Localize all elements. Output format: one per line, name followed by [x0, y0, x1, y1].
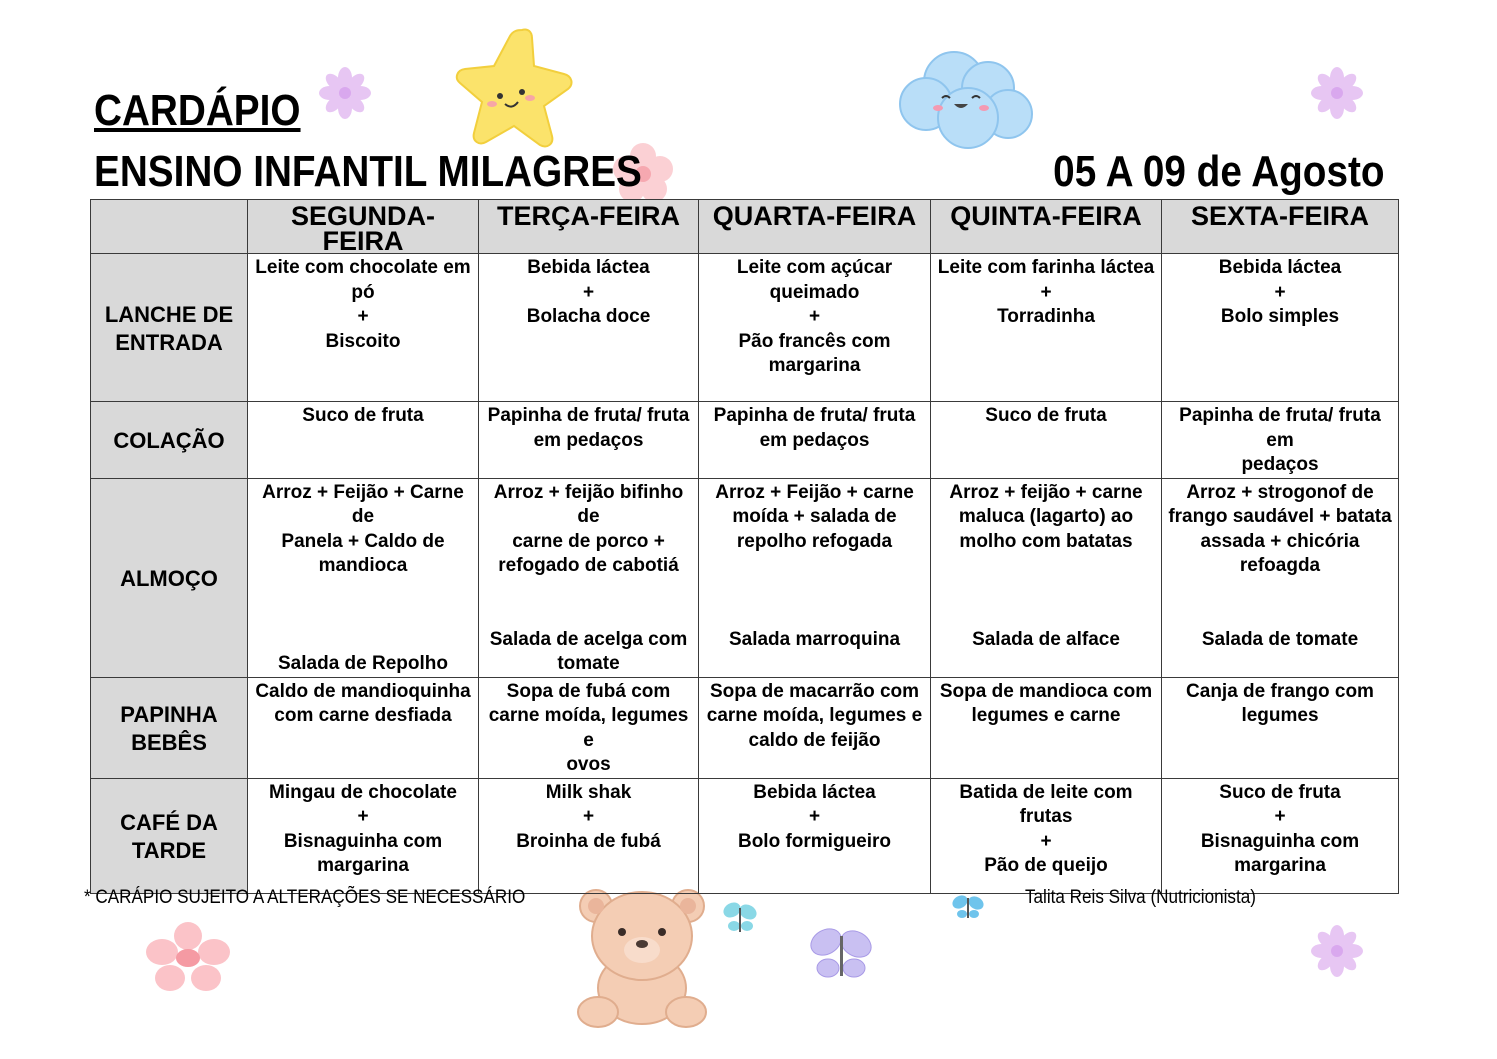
menu-item-line: Sopa de macarrão com — [709, 680, 920, 702]
menu-cell — [248, 677, 479, 778]
menu-cell — [248, 478, 479, 677]
menu-item-line: em pedaços — [533, 429, 644, 451]
butterfly-icon — [806, 922, 876, 988]
menu-item-line: Leite com açúcar — [736, 257, 893, 278]
flower-icon — [1310, 924, 1364, 978]
menu-item-line: Papinha de fruta/ fruta — [713, 405, 916, 426]
butterfly-icon — [950, 892, 986, 922]
meal-name: LANCHE DE ENTRADA — [91, 254, 248, 402]
salad-line: tomate — [557, 653, 620, 674]
menu-item-line: Bolo formigueiro — [737, 830, 892, 852]
menu-cell — [699, 478, 931, 677]
menu-item-line: ovos — [566, 754, 611, 775]
salad-line: Salada de tomate — [1201, 628, 1359, 650]
menu-item-line: Bebida láctea — [527, 257, 650, 278]
day-header: TERÇA-FEIRA — [479, 200, 699, 254]
menu-item-line: Biscoito — [325, 330, 401, 352]
menu-item-line: Caldo de mandioquinha — [255, 680, 471, 702]
butterfly-icon — [720, 898, 760, 938]
menu-item-line: Sopa de mandioca com — [939, 680, 1153, 702]
menu-item-line: Leite com chocolate em — [255, 257, 471, 278]
nutritionist-signature: Talita Reis Silva (Nutricionista) — [1025, 887, 1256, 908]
menu-cell — [931, 402, 1162, 479]
menu-cell — [699, 402, 931, 479]
menu-item-line: mandioca — [318, 555, 408, 576]
menu-cell — [1162, 778, 1399, 893]
table-row — [91, 677, 1399, 778]
menu-cell — [1162, 402, 1399, 479]
menu-item-line: margarina — [317, 855, 409, 876]
page-title: CARDÁPIO — [94, 86, 301, 135]
menu-item-line: moída + salada de — [732, 506, 897, 527]
menu-item-line: Canja de frango com — [1186, 680, 1374, 702]
menu-cell — [248, 778, 479, 893]
menu-item-line: margarina — [768, 355, 861, 376]
flower-icon — [144, 922, 232, 992]
menu-cell — [479, 677, 699, 778]
menu-item-line: + — [1274, 806, 1286, 827]
salad-line: Salada marroquina — [728, 628, 901, 650]
menu-item-line: Batida de leite com — [959, 781, 1133, 803]
menu-cell — [931, 254, 1162, 402]
menu-item-line: Bisnaguinha com — [1200, 830, 1360, 852]
menu-table — [90, 199, 1399, 894]
menu-item-line: + — [1040, 281, 1052, 303]
menu-cell — [1162, 254, 1399, 402]
menu-item-line: molho com batatas — [959, 530, 1133, 552]
school-name: ENSINO INFANTIL MILAGRES — [94, 147, 642, 196]
menu-item-line: Arroz + strogonof de — [1186, 481, 1374, 503]
menu-item-line: Suco de fruta — [985, 405, 1107, 426]
menu-item-line: Bebida láctea — [753, 781, 876, 803]
menu-item-line: + — [582, 806, 595, 827]
menu-cell — [699, 677, 931, 778]
menu-cell — [248, 254, 479, 402]
salad-line: Salada de alface — [972, 628, 1120, 650]
menu-item-line: Pão francês com — [738, 330, 891, 352]
salad-line: Salada de Repolho — [278, 653, 448, 674]
cloud-icon — [896, 46, 1036, 152]
teddy-bear-icon — [574, 884, 710, 1030]
menu-cell — [931, 478, 1162, 677]
menu-item-line: Arroz + feijão + carne — [949, 481, 1143, 503]
menu-item-line: Bolacha doce — [526, 306, 651, 327]
menu-item-line: pó — [351, 281, 375, 303]
menu-item-line: carne de porco + — [512, 530, 665, 552]
menu-item-line: queimado — [769, 281, 860, 303]
menu-cell — [479, 254, 699, 402]
menu-cell — [479, 478, 699, 677]
meal-name: COLAÇÃO — [91, 402, 248, 479]
menu-item-line: Papinha de fruta/ fruta em — [1179, 405, 1381, 451]
menu-item-line: + — [1040, 830, 1052, 852]
day-header: QUARTA-FEIRA — [699, 200, 931, 254]
menu-item-line: Pão de queijo — [984, 855, 1108, 876]
menu-item-line: Bolo simples — [1220, 306, 1340, 327]
meal-name: CAFÉ DA TARDE — [91, 778, 248, 893]
table-row — [91, 254, 1399, 402]
menu-cell — [479, 778, 699, 893]
menu-item-line: carne moída, legumes e — [706, 705, 923, 726]
menu-item-line: Bebida láctea — [1218, 257, 1342, 278]
menu-item-line: Mingau de chocolate — [269, 781, 457, 803]
menu-cell — [931, 677, 1162, 778]
menu-item-line: + — [808, 306, 821, 327]
menu-item-line: carne moída, legumes e — [488, 705, 689, 751]
menu-item-line: frango saudável + batata — [1168, 506, 1392, 527]
menu-item-line: Bisnaguinha com — [283, 830, 443, 852]
menu-item-line: assada + chicória — [1200, 530, 1360, 552]
menu-item-line: Milk shak — [545, 781, 632, 803]
menu-item-line: maluca (lagarto) ao — [958, 506, 1134, 527]
menu-item-line: com carne desfiada — [274, 705, 452, 726]
menu-cell — [699, 778, 931, 893]
menu-item-line: + — [357, 306, 369, 327]
menu-item-line: refogado de cabotiá — [498, 555, 679, 576]
table-row — [91, 478, 1399, 677]
menu-item-line: caldo de feijão — [748, 729, 881, 751]
star-icon — [452, 26, 578, 150]
flower-icon — [1310, 66, 1364, 120]
menu-item-line: pedaços — [1241, 454, 1319, 475]
menu-item-line: Arroz + Feijão + carne — [715, 481, 914, 503]
menu-cell — [248, 402, 479, 479]
meal-name: ALMOÇO — [91, 478, 248, 677]
menu-cell — [699, 254, 931, 402]
day-header: QUINTA-FEIRA — [931, 200, 1162, 254]
menu-item-line: repolho refogada — [736, 530, 893, 552]
menu-item-line: Suco de fruta — [1219, 781, 1341, 803]
menu-item-line: em pedaços — [759, 429, 870, 451]
table-row — [91, 402, 1399, 479]
day-header: SEXTA-FEIRA — [1162, 200, 1399, 254]
menu-item-line: Leite com farinha láctea — [937, 257, 1155, 278]
menu-item-line: Suco de fruta — [302, 405, 424, 426]
menu-item-line: legumes e carne — [971, 705, 1121, 726]
table-header-row — [91, 200, 1399, 254]
date-range: 05 A 09 de Agosto — [1053, 147, 1385, 196]
menu-item-line: + — [808, 806, 821, 827]
salad-line: Salada de acelga com — [489, 628, 688, 650]
menu-item-line: + — [1274, 281, 1286, 303]
menu-item-line: Broinha de fubá — [516, 830, 661, 852]
menu-cell — [1162, 677, 1399, 778]
table-row — [91, 778, 1399, 893]
menu-cell — [479, 402, 699, 479]
day-header: SEGUNDA-FEIRA — [248, 200, 479, 254]
menu-item-line: Torradinha — [997, 306, 1095, 327]
menu-item-line: legumes — [1241, 705, 1319, 726]
menu-item-line: refoagda — [1239, 555, 1321, 576]
menu-item-line: Papinha de fruta/ fruta — [487, 405, 690, 426]
menu-item-line: Panela + Caldo de — [281, 530, 445, 552]
menu-item-line: frutas — [1019, 806, 1073, 827]
menu-item-line: + — [582, 281, 595, 303]
menu-cell — [1162, 478, 1399, 677]
menu-item-line: + — [357, 806, 369, 827]
menu-cell — [931, 778, 1162, 893]
menu-item-line: Arroz + feijão bifinho de — [493, 481, 684, 527]
menu-item-line: margarina — [1234, 855, 1326, 876]
meal-name: PAPINHA BEBÊS — [91, 677, 248, 778]
menu-item-line: Arroz + Feijão + Carne de — [262, 481, 464, 527]
menu-item-line: Sopa de fubá com — [506, 680, 671, 702]
flower-icon — [318, 66, 372, 120]
corner-cell — [91, 200, 248, 254]
disclaimer-note: * CARÁPIO SUJEITO A ALTERAÇÕES SE NECESSÁRIO — [84, 887, 526, 908]
